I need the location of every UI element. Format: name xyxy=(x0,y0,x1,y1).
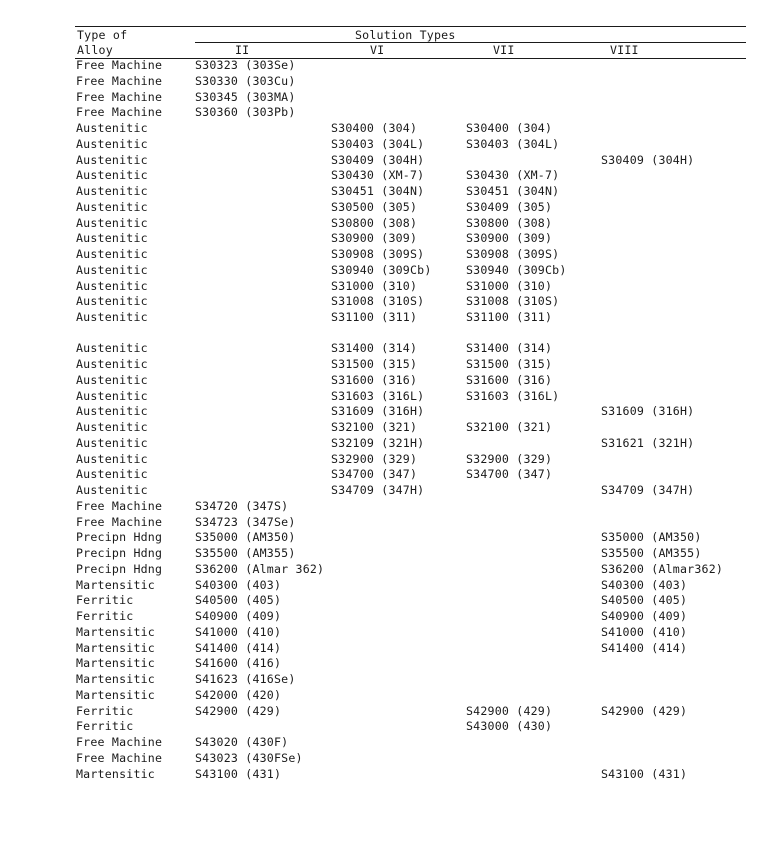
solution-viii-cell: S30409 (304H) xyxy=(601,152,695,167)
solution-vi-cell: S30500 (305) xyxy=(331,199,418,214)
solution-ii-cell: S35500 (AM355) xyxy=(195,546,296,560)
header-alloy: Alloy xyxy=(77,43,113,57)
alloy-type-cell: Austenitic xyxy=(76,388,148,403)
solution-vii-cell: S31603 (316L) xyxy=(466,388,560,403)
alloy-type-cell: Free Machine xyxy=(76,735,163,749)
alloy-type-cell: Free Machine xyxy=(76,498,163,513)
alloy-type-cell: Precipn Hdng xyxy=(76,546,163,560)
alloy-type-cell: Martensitic xyxy=(76,656,155,671)
alloy-type-cell: Free Machine xyxy=(76,58,163,72)
solution-ii-cell: S43020 (430F) xyxy=(195,735,289,749)
header-type-of: Type of xyxy=(77,28,128,42)
header-bottom-rule xyxy=(75,58,746,59)
alloy-type-cell: Austenitic xyxy=(76,199,148,214)
solution-ii-cell: S43023 (430FSe) xyxy=(195,750,303,765)
alloy-type-cell: Austenitic xyxy=(76,404,148,419)
solution-ii-cell: S30323 (303Se) xyxy=(195,58,296,72)
alloy-type-cell: Martensitic xyxy=(76,766,155,781)
solution-vii-cell: S30400 (304) xyxy=(466,121,553,135)
solution-viii-cell: S40900 (409) xyxy=(601,609,688,623)
solution-ii-cell: S30345 (303MA) xyxy=(195,89,296,104)
alloy-type-cell: Ferritic xyxy=(76,719,134,734)
solution-vii-cell: S30409 (305) xyxy=(466,199,553,214)
solution-ii-cell: S30360 (303Pb) xyxy=(195,105,296,120)
solution-vii-cell: S31100 (311) xyxy=(466,310,553,324)
solution-vi-cell: S31400 (314) xyxy=(331,341,418,356)
alloy-type-cell: Free Machine xyxy=(76,750,163,765)
solution-vi-cell: S30403 (304L) xyxy=(331,136,425,151)
alloy-type-cell: Martensitic xyxy=(76,577,155,592)
header-col-vii: VII xyxy=(493,43,515,57)
alloy-type-cell: Austenitic xyxy=(76,341,148,356)
alloy-type-cell: Austenitic xyxy=(76,435,148,450)
solution-vii-cell: S30800 (308) xyxy=(466,215,553,230)
solution-ii-cell: S34723 (347Se) xyxy=(195,514,296,529)
solution-ii-cell: S40900 (409) xyxy=(195,609,282,623)
solution-vii-cell: S30900 (309) xyxy=(466,231,553,246)
solution-vi-cell: S32900 (329) xyxy=(331,451,418,466)
solution-viii-cell: S43100 (431) xyxy=(601,766,688,781)
solution-viii-cell: S40500 (405) xyxy=(601,593,688,608)
alloy-type-cell: Free Machine xyxy=(76,514,163,529)
solution-ii-cell: S40500 (405) xyxy=(195,593,282,608)
alloy-type-cell: Austenitic xyxy=(76,262,148,277)
alloy-type-cell: Free Machine xyxy=(76,89,163,104)
alloy-type-cell: Precipn Hdng xyxy=(76,561,163,576)
solution-vii-cell: S32100 (321) xyxy=(466,420,553,434)
solution-viii-cell: S35000 (AM350) xyxy=(601,530,702,545)
alloy-type-cell: Austenitic xyxy=(76,372,148,387)
solution-vi-cell: S30409 (304H) xyxy=(331,152,425,167)
solution-vi-cell: S30400 (304) xyxy=(331,121,418,135)
alloy-type-cell: Austenitic xyxy=(76,168,148,183)
solution-vi-cell: S31600 (316) xyxy=(331,372,418,387)
solution-vii-cell: S30908 (309S) xyxy=(466,247,560,261)
alloy-type-cell: Austenitic xyxy=(76,451,148,466)
solution-vii-cell: S31500 (315) xyxy=(466,357,553,371)
solution-vii-cell: S31000 (310) xyxy=(466,278,553,293)
solution-vii-cell: S31400 (314) xyxy=(466,341,553,356)
solution-vi-cell: S30430 (XM-7) xyxy=(331,168,425,183)
header-col-viii: VIII xyxy=(610,43,639,57)
alloy-type-cell: Austenitic xyxy=(76,467,148,482)
solution-ii-cell: S41623 (416Se) xyxy=(195,672,296,686)
solution-ii-cell: S42000 (420) xyxy=(195,687,282,702)
solution-vi-cell: S32109 (321H) xyxy=(331,435,425,450)
solution-vii-cell: S31008 (310S) xyxy=(466,294,560,309)
solution-viii-cell: S31609 (316H) xyxy=(601,404,695,419)
alloy-type-cell: Ferritic xyxy=(76,609,134,623)
solution-ii-cell: S41400 (414) xyxy=(195,640,282,655)
solution-ii-cell: S41000 (410) xyxy=(195,624,282,639)
alloy-type-cell: Austenitic xyxy=(76,152,148,167)
header-solution-types: Solution Types xyxy=(355,28,456,42)
solution-ii-cell: S42900 (429) xyxy=(195,703,282,718)
alloy-type-cell: Martensitic xyxy=(76,672,155,686)
solution-vi-cell: S31500 (315) xyxy=(331,357,418,371)
solution-vii-cell: S31600 (316) xyxy=(466,372,553,387)
solution-vii-cell: S43000 (430) xyxy=(466,719,553,734)
solution-vi-cell: S34700 (347) xyxy=(331,467,418,482)
alloy-type-cell: Ferritic xyxy=(76,703,134,718)
solution-vi-cell: S30900 (309) xyxy=(331,231,418,246)
solution-vi-cell: S31008 (310S) xyxy=(331,294,425,309)
alloy-type-cell: Austenitic xyxy=(76,278,148,293)
alloy-type-cell: Austenitic xyxy=(76,483,148,497)
solution-vi-cell: S31609 (316H) xyxy=(331,404,425,419)
header-col-ii: II xyxy=(235,43,250,57)
alloy-type-cell: Austenitic xyxy=(76,247,148,261)
alloy-type-cell: Austenitic xyxy=(76,310,148,324)
alloy-type-cell: Martensitic xyxy=(76,640,155,655)
solution-ii-cell: S30330 (303Cu) xyxy=(195,73,296,88)
solution-types-rule xyxy=(195,42,746,43)
alloy-type-cell: Austenitic xyxy=(76,215,148,230)
solution-ii-cell: S41600 (416) xyxy=(195,656,282,671)
alloy-type-cell: Martensitic xyxy=(76,624,155,639)
solution-ii-cell: S36200 (Almar 362) xyxy=(195,561,325,576)
solution-vi-cell: S31100 (311) xyxy=(331,310,418,324)
solution-viii-cell: S41400 (414) xyxy=(601,640,688,655)
solution-ii-cell: S40300 (403) xyxy=(195,577,282,592)
solution-vii-cell: S34700 (347) xyxy=(466,467,553,482)
solution-viii-cell: S42900 (429) xyxy=(601,703,688,718)
solution-vii-cell: S30940 (309Cb) xyxy=(466,262,567,277)
solution-vii-cell: S30451 (304N) xyxy=(466,184,560,198)
solution-vi-cell: S31603 (316L) xyxy=(331,388,425,403)
solution-viii-cell: S40300 (403) xyxy=(601,577,688,592)
top-rule xyxy=(75,26,746,27)
alloy-type-cell: Austenitic xyxy=(76,184,148,198)
solution-vii-cell: S42900 (429) xyxy=(466,703,553,718)
solution-viii-cell: S34709 (347H) xyxy=(601,483,695,497)
solution-viii-cell: S36200 (Almar362) xyxy=(601,561,724,576)
alloy-type-cell: Free Machine xyxy=(76,73,163,88)
alloy-type-cell: Austenitic xyxy=(76,357,148,371)
solution-vi-cell: S32100 (321) xyxy=(331,420,418,434)
solution-vi-cell: S30451 (304N) xyxy=(331,184,425,198)
solution-vi-cell: S30940 (309Cb) xyxy=(331,262,432,277)
solution-ii-cell: S43100 (431) xyxy=(195,766,282,781)
alloy-type-cell: Martensitic xyxy=(76,687,155,702)
solution-viii-cell: S31621 (321H) xyxy=(601,435,695,450)
solution-vii-cell: S30430 (XM-7) xyxy=(466,168,560,183)
alloy-type-cell: Ferritic xyxy=(76,593,134,608)
solution-viii-cell: S41000 (410) xyxy=(601,624,688,639)
alloy-type-cell: Precipn Hdng xyxy=(76,530,163,545)
solution-ii-cell: S35000 (AM350) xyxy=(195,530,296,545)
alloy-type-cell: Free Machine xyxy=(76,105,163,120)
alloy-type-cell: Austenitic xyxy=(76,294,148,309)
alloy-type-cell: Austenitic xyxy=(76,136,148,151)
solution-vii-cell: S32900 (329) xyxy=(466,451,553,466)
solution-ii-cell: S34720 (347S) xyxy=(195,498,289,513)
alloy-type-cell: Austenitic xyxy=(76,121,148,135)
alloy-type-cell: Austenitic xyxy=(76,231,148,246)
solution-vii-cell: S30403 (304L) xyxy=(466,136,560,151)
solution-vi-cell: S30800 (308) xyxy=(331,215,418,230)
solution-vi-cell: S34709 (347H) xyxy=(331,483,425,497)
solution-vi-cell: S31000 (310) xyxy=(331,278,418,293)
solution-vi-cell: S30908 (309S) xyxy=(331,247,425,261)
solution-viii-cell: S35500 (AM355) xyxy=(601,546,702,560)
header-col-vi: VI xyxy=(370,43,385,57)
alloy-type-cell: Austenitic xyxy=(76,420,148,434)
